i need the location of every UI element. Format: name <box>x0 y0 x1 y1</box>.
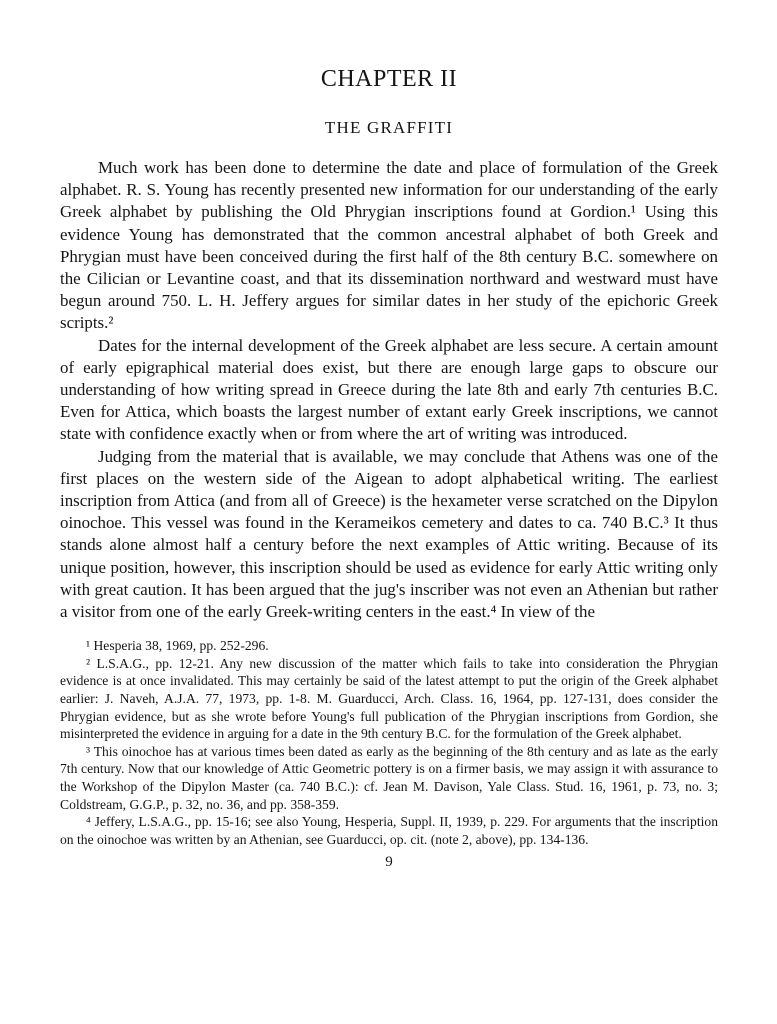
section-title: THE GRAFFITI <box>324 118 454 137</box>
footnote: ⁴ Jeffery, L.S.A.G., pp. 15-16; see also Young, Hesperia, Suppl. II, 1939, p. 229. For arguments that the inscription on the oinochoe was written by an Athenian, see Guarducci, op. cit. (note 2, above), pp. 134-136. <box>60 814 718 847</box>
paragraph: Much work has been done to determine the date and place of formulation of the Greek alphabet. R. S. Young has recently presented new information for our understanding of the early Greek alphabet by publishing the Old Phrygian inscriptions found at Gordion.¹ Using this evidence Young has demonstrated that the common ancestral alphabet of both Greek and Phrygian must have been conceived during the first half of the 8th century B.C. somewhere on the Cilician or Levantine coast, and that its dissemination northward and westward must have begun around 750. L. H. Jeffery argues for similar dates in her study of the epichoric Greek scripts.² <box>60 158 718 333</box>
page-number: 9 <box>385 854 393 871</box>
footnotes <box>60 637 718 848</box>
book-page <box>60 62 718 1012</box>
paragraph: Judging from the material that is available, we may conclude that Athens was one of the first places on the western side of the Aigean to adopt alphabetical writing. The earliest inscription from Attica (and from all of Greece) is the hexameter verse scratched on the Dipylon oinochoe. This vessel was found in the Kerameikos cemetery and dates to ca. 740 B.C.³ It thus stands alone almost half a century before the next examples of Attic writing. Because of its unique position, however, this inscription should be used as evidence for early Attic writing only with great caution. It has been argued that the jug's inscriber was not even an Athenian but rather a visitor from one of the early Greek-writing centers in the east.⁴ In view of the <box>60 446 718 622</box>
body-text <box>60 157 718 623</box>
footnote: ² L.S.A.G., pp. 12-21. Any new discussion of the matter which fails to take into consideration the Phrygian evidence is at once invalidated. This may certainly be said of the latest attempt to put the origin of the Greek alphabet earlier: J. Naveh, A.J.A. 77, 1973, pp. 1-8. M. Guarducci, Arch. Class. 16, 1964, pp. 127-131, does consider the Phrygian evidence, but as she wrote before Young's full publication of the Phrygian inscriptions from Gordion, she misinterpreted the evidence in arguing for a date in the 9th century B.C. for the formulation of the Greek alphabet. <box>60 655 718 742</box>
paragraph: Dates for the internal development of the Greek alphabet are less secure. A certain amount of early epigraphical material does exist, but there are enough large gaps to obscure our understanding of how writing spread in Greece during the late 8th and early 7th centuries B.C. Even for Attica, which boasts the largest number of extant early Greek inscriptions, we cannot state with confidence exactly when or from where the art of writing was introduced. <box>60 335 718 444</box>
footnote: ³ This oinochoe has at various times been dated as early as the beginning of the 8th century and as late as the early 7th century. Now that our knowledge of Attic Geometric pottery is on a firmer basis, we may assign it with assurance to the Workshop of the Dipylon Master (ca. 740 B.C.): cf. Jean M. Davison, Yale Class. Stud. 16, 1961, p. 73, no. 3; Coldstream, G.G.P., p. 32, no. 36, and pp. 358-359. <box>60 743 718 812</box>
chapter-title: CHAPTER II <box>320 66 458 92</box>
footnote: ¹ Hesperia 38, 1969, pp. 252-296. <box>86 638 269 654</box>
